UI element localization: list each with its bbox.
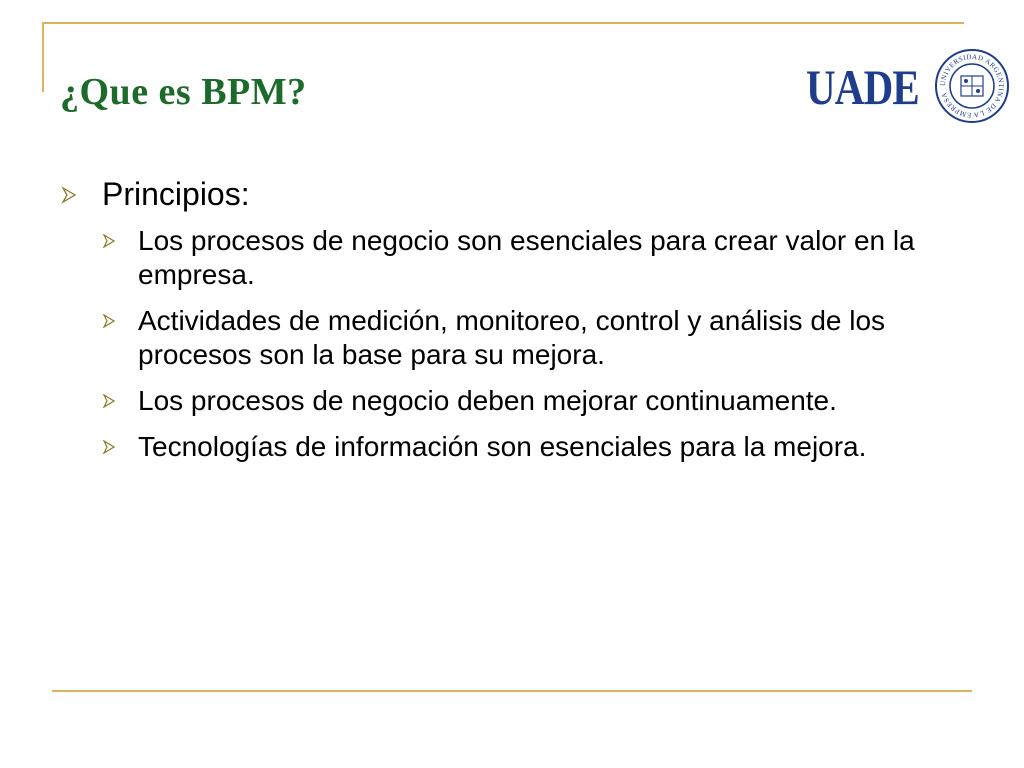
bottom-divider bbox=[52, 690, 972, 692]
slide-content bbox=[60, 174, 960, 476]
arrow-bullet-icon bbox=[60, 186, 78, 204]
list-item bbox=[60, 304, 960, 372]
arrow-bullet-icon bbox=[102, 440, 116, 454]
bullet-level-1 bbox=[60, 174, 960, 214]
left-frame-line bbox=[42, 22, 44, 92]
list-item-text: Actividades de medición, monitoreo, control y análisis de los procesos son la base para su mejora. bbox=[138, 305, 886, 370]
list-item-text: Tecnologías de información son esenciales para la mejora. bbox=[138, 431, 867, 462]
list-item-text: Los procesos de negocio son esenciales para crear valor en la empresa. bbox=[138, 225, 915, 290]
top-frame-line bbox=[42, 22, 964, 24]
slide-title: ¿Que es BPM? bbox=[60, 71, 307, 113]
uade-logo bbox=[806, 48, 1012, 128]
list-item bbox=[60, 430, 960, 464]
arrow-bullet-icon bbox=[102, 234, 116, 248]
arrow-bullet-icon bbox=[102, 314, 116, 328]
university-seal-icon bbox=[934, 48, 1010, 124]
list-item bbox=[60, 384, 960, 418]
svg-text:UNIVERSIDAD ARGENTINA DE LA EM: UNIVERSIDAD ARGENTINA DE LA EMPRESA bbox=[938, 52, 1006, 120]
arrow-bullet-icon bbox=[102, 394, 116, 408]
logo-wordmark: UADE bbox=[806, 59, 919, 115]
bullet-heading: Principios: bbox=[102, 176, 250, 212]
list-item bbox=[60, 224, 960, 292]
list-item-text: Los procesos de negocio deben mejorar continuamente. bbox=[138, 385, 837, 416]
